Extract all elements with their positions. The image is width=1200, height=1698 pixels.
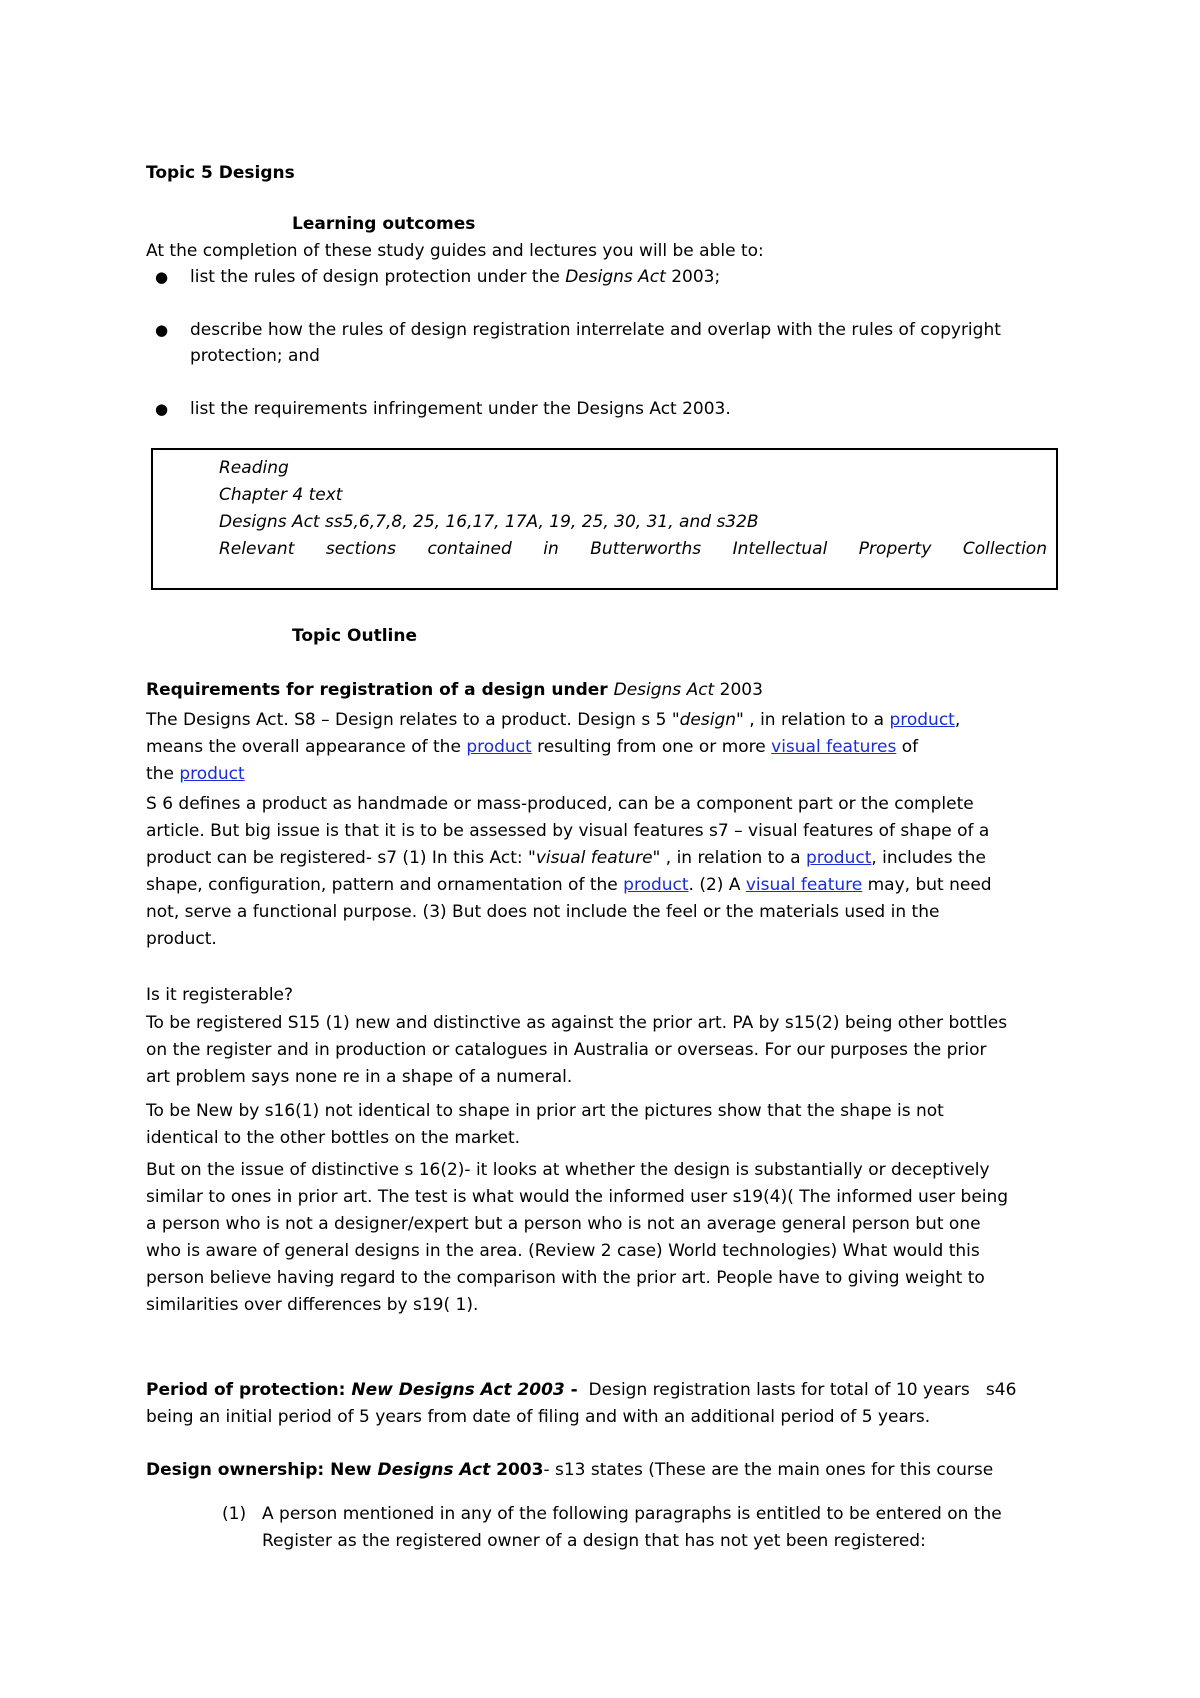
reg-line-7: similar to ones in prior art. The test is what would the informed user s19(4)( The informed user being <box>146 1187 1009 1207</box>
reg-line-11: similarities over differences by s19( 1). <box>146 1295 479 1315</box>
ownership-item-line-1: A person mentioned in any of the following paragraphs is entitled to be entered on the <box>262 1504 1002 1524</box>
product-link[interactable]: product <box>623 875 689 895</box>
ownership-line: Design ownership: New Designs Act 2003- s13 states (These are the main ones for this course <box>146 1460 994 1480</box>
bullet-2-line-1: describe how the rules of design registration interrelate and overlap with the rules of copyright <box>190 320 1001 340</box>
req-line-3: the product <box>146 764 245 784</box>
product-link[interactable]: product <box>179 764 245 784</box>
reading-box <box>151 448 1058 590</box>
req-line-8: not, serve a functional purpose. (3) But does not include the feel or the materials used in the <box>146 902 940 922</box>
visual-feature-link[interactable]: visual feature <box>745 875 863 895</box>
intro-text: At the completion of these study guides and lectures you will be able to: <box>146 241 764 261</box>
registerable-question: Is it registerable? <box>146 985 294 1005</box>
period-line-2: being an initial period of 5 years from date of filing and with an additional period of 5 years. <box>146 1407 931 1427</box>
learning-outcomes-heading: Learning outcomes <box>292 214 476 234</box>
req-line-2: means the overall appearance of the product resulting from one or more visual features of <box>146 737 919 757</box>
reg-line-3: art problem says none re in a shape of a numeral. <box>146 1067 573 1087</box>
ownership-item-line-2: Register as the registered owner of a design that has not yet been registered: <box>262 1531 926 1551</box>
reading-sections: Designs Act ss5,6,7,8, 25, 16,17, 17A, 19, 25, 30, 31, and s32B <box>219 512 759 532</box>
visual-features-link[interactable]: visual features <box>771 737 897 757</box>
reading-label: Reading <box>219 458 289 478</box>
reading-collection: Relevant sections contained in Butterworths Intellectual Property Collection <box>219 539 1047 559</box>
reg-line-10: person believe having regard to the comparison with the prior art. People have to giving weight to <box>146 1268 985 1288</box>
doc-title: Topic 5 Designs <box>146 163 295 183</box>
product-link[interactable]: product <box>466 737 532 757</box>
req-line-7: shape, configuration, pattern and ornamentation of the product. (2) A visual feature may, but need <box>146 875 992 895</box>
req-line-5: article. But big issue is that it is to be assessed by visual features s7 – visual features of shape of a <box>146 821 990 841</box>
bullet-1: list the rules of design protection under the Designs Act 2003; <box>190 267 721 287</box>
reg-line-2: on the register and in production or catalogues in Australia or overseas. For our purposes the prior <box>146 1040 987 1060</box>
bullet-dot-icon: ● <box>155 400 169 418</box>
reg-line-6: But on the issue of distinctive s 16(2)- it looks at whether the design is substantially or deceptively <box>146 1160 990 1180</box>
topic-outline-heading: Topic Outline <box>292 626 417 646</box>
bullet-dot-icon: ● <box>155 321 169 339</box>
reg-line-1: To be registered S15 (1) new and distinctive as against the prior art. PA by s15(2) being other bottles <box>146 1013 1008 1033</box>
reg-line-4: To be New by s16(1) not identical to shape in prior art the pictures show that the shape is not <box>146 1101 944 1121</box>
reg-line-5: identical to the other bottles on the market. <box>146 1128 521 1148</box>
list-number: (1) <box>222 1504 247 1524</box>
req-line-4: S 6 defines a product as handmade or mass-produced, can be a component part or the complete <box>146 794 974 814</box>
req-line-9: product. <box>146 929 217 949</box>
reg-line-8: a person who is not a designer/expert but a person who is not an average general person but one <box>146 1214 981 1234</box>
requirements-heading: Requirements for registration of a design under Designs Act 2003 <box>146 680 763 700</box>
req-line-6: product can be registered- s7 (1) In this Act: "visual feature" , in relation to a product, includes the <box>146 848 986 868</box>
bullet-dot-icon: ● <box>155 268 169 286</box>
reading-chapter: Chapter 4 text <box>219 485 343 505</box>
bullet-3: list the requirements infringement under the Designs Act 2003. <box>190 399 731 419</box>
product-link[interactable]: product <box>889 710 955 730</box>
req-line-1: The Designs Act. S8 – Design relates to a product. Design s 5 "design" , in relation to a product, <box>146 710 961 730</box>
product-link[interactable]: product <box>805 848 872 868</box>
bullet-2-line-2: protection; and <box>190 346 320 366</box>
reg-line-9: who is aware of general designs in the area. (Review 2 case) World technologies) What would this <box>146 1241 980 1261</box>
period-line-1: Period of protection: New Designs Act 2003 - Design registration lasts for total of 10 years s46 <box>146 1380 1017 1400</box>
